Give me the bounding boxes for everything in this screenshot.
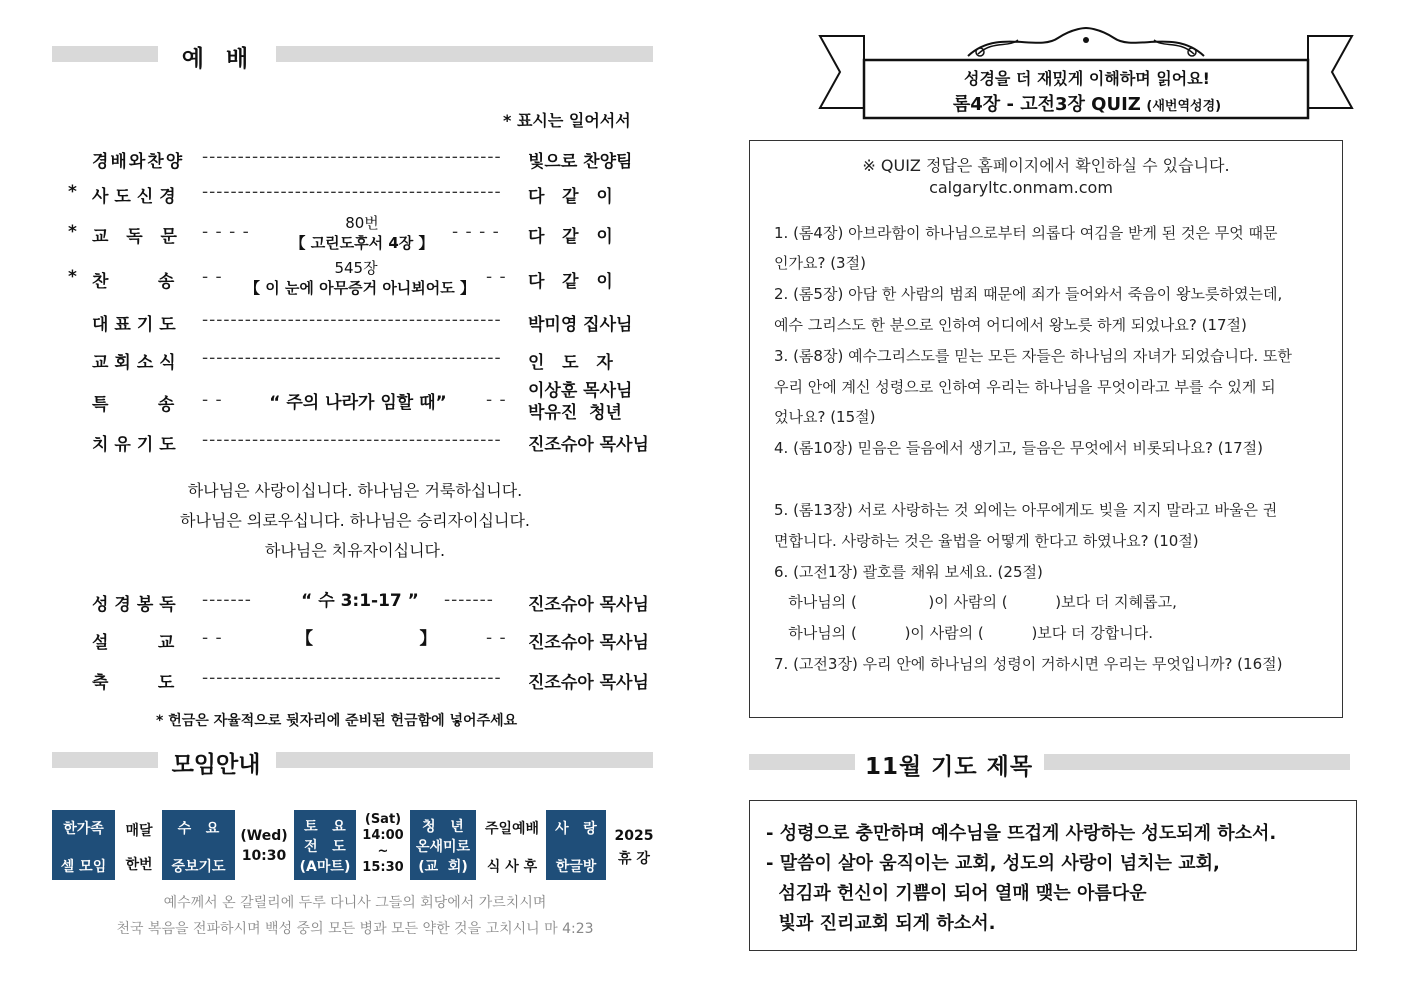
worship-leader: 박미영 집사님 [528, 315, 633, 335]
quiz-line: 6. (고전1장) 괄호를 채워 보세요. (25절) [774, 563, 1043, 581]
worship-title: 예 배 [181, 46, 251, 72]
worship-row [62, 376, 642, 426]
meeting-saturday-cell [294, 810, 356, 880]
meetings-header-bar-left [52, 752, 158, 768]
dash-leader: - - [486, 390, 507, 410]
worship-row [62, 178, 642, 208]
prayer-box [749, 800, 1357, 951]
standing-star: * [68, 182, 77, 202]
meeting-monthly-bottom: 한번 [125, 857, 153, 873]
meeting-wednesday-time-bottom: 10:30 [241, 848, 287, 864]
meeting-year-bottom: 휴 강 [618, 851, 650, 867]
meeting-wednesday-top: 수 요 [177, 821, 220, 837]
prayer-line: 섬김과 헌신이 기쁨이 되어 열매 맺는 아름다운 [766, 883, 1147, 904]
worship-label: 성경봉독 [92, 595, 182, 615]
meeting-saturday-line2: 전 도 [304, 839, 346, 855]
meeting-year-top: 2025 [614, 828, 654, 844]
hymn-number: 545장 [334, 259, 378, 277]
responsive-reading-number: 80번 [345, 214, 379, 232]
meetings-title: 모임안내 [171, 752, 261, 778]
quiz-note [750, 155, 1342, 199]
worship-row [62, 586, 649, 616]
worship-row [62, 306, 642, 336]
worship-leader: 다 같 이 [528, 187, 613, 207]
meeting-sunday-cell [480, 810, 544, 880]
meeting-saturday-line1: 토 요 [304, 819, 346, 835]
dash-leader: - - [202, 267, 223, 287]
special-song-performer-2: 박유진 청년 [528, 403, 622, 423]
meeting-family-cell [52, 810, 115, 880]
dash-leader: ------- [202, 590, 252, 610]
quiz-line: 5. (롬13장) 서로 사랑하는 것 외에는 아무에게도 빚을 지지 말라고 바울은 권 [774, 501, 1278, 519]
dash-leader: ------------------------------------------ [202, 430, 502, 450]
meeting-youth-line3: (교 회) [418, 859, 468, 875]
responsive-reading-title: 【 고린도후서 4장 】 [290, 234, 434, 252]
quiz-line: 7. (고전3장) 우리 안에 하나님의 성령이 거하시면 우리는 무엇입니까? (16절) [774, 655, 1283, 673]
prayer-header-bar-right [1044, 754, 1350, 770]
dash-leader: - - [202, 390, 223, 410]
meeting-saturday-line3: (A마트) [299, 859, 351, 875]
meeting-saturday-time2: 14:00 [362, 828, 404, 843]
meeting-monthly-cell [118, 810, 160, 880]
meeting-wednesday-bottom: 중보기도 [171, 859, 226, 875]
worship-row [62, 344, 642, 374]
prayer-header-bar-left [749, 754, 855, 770]
quiz-line: 면합니다. 사랑하는 것은 율법을 어떻게 한다고 하였나요? (10절) [774, 532, 1199, 550]
verse-line-1: 예수께서 온 갈릴리에 두루 다니사 그들의 회당에서 가르치시며 [163, 895, 547, 911]
dash-leader: ------------------------------------------ [202, 182, 502, 202]
standing-star: * [68, 222, 77, 242]
worship-row [62, 624, 649, 654]
worship-label: 교회소식 [92, 353, 182, 373]
meeting-youth-line2: 온새미로 [415, 839, 471, 855]
standing-star: * [68, 267, 77, 287]
standing-note: * 표시는 일어서서 [503, 111, 631, 130]
meeting-saturday-time1: (Sat) [364, 812, 402, 827]
quiz-box [749, 140, 1343, 718]
worship-leader: 다 같 이 [528, 272, 613, 292]
meeting-love-top: 사 랑 [555, 821, 597, 837]
dash-leader: ------------------------------------------ [202, 310, 502, 330]
worship-leader: 진조슈아 목사님 [528, 595, 649, 615]
quiz-banner-title: 롬4장 - 고전3장 QUIZ [952, 94, 1141, 115]
quiz-homepage-url: calgaryltc.onmam.com [929, 178, 1113, 197]
dash-leader: ------- [444, 590, 494, 610]
quiz-note-line1: ※ QUIZ 정답은 홈페이지에서 확인하실 수 있습니다. [862, 156, 1230, 175]
dash-leader: - - [486, 628, 507, 648]
meeting-saturday-time-cell [360, 810, 406, 880]
meeting-wednesday-time-cell [238, 810, 290, 880]
dash-leader: - - - - [452, 222, 500, 242]
worship-label: 설 교 [92, 633, 177, 653]
worship-row [62, 426, 649, 456]
worship-leader: 진조슈아 목사님 [528, 435, 649, 455]
confession-line: 하나님은 의로우십니다. 하나님은 승리자이십니다. [179, 511, 530, 530]
dash-leader: - - [486, 267, 507, 287]
worship-leader: 진조슈아 목사님 [528, 673, 649, 693]
worship-label: 대표기도 [92, 315, 182, 335]
verse-line-2: 천국 복음을 전파하시며 백성 중의 모든 병과 모든 약한 것을 고치시니 마 4:23 [116, 921, 594, 937]
prayer-title: 11월 기도 제목 [864, 754, 1034, 780]
meeting-saturday-time3: ~ [377, 844, 389, 859]
prayer-line: 빛과 진리교회 되게 하소서. [766, 913, 996, 934]
meeting-love-cell [546, 810, 606, 880]
quiz-line: 하나님의 ( )이 사람의 ( )보다 더 지혜롭고, [774, 593, 1177, 611]
confession-line: 하나님은 사랑이십니다. 하나님은 거룩하십니다. [187, 481, 523, 500]
meeting-family-top: 한가족 [63, 821, 104, 837]
worship-label: 치유기도 [92, 435, 182, 455]
worship-row [62, 259, 642, 297]
meeting-youth-line1: 청 년 [422, 819, 464, 835]
meeting-year-cell [610, 810, 658, 880]
quiz-line: 1. (롬4장) 아브라함이 하나님으로부터 의롭다 여김을 받게 된 것은 무엇 때문 [774, 224, 1278, 242]
quiz-banner-edition: (새번역성경) [1146, 99, 1222, 114]
worship-label: 경배와찬양 [92, 152, 185, 172]
quiz-line: 었나요? (15절) [774, 408, 876, 426]
sermon-title: 【 】 [296, 629, 437, 649]
meeting-wednesday-cell [162, 810, 235, 880]
quiz-line: 하나님의 ( )이 사람의 ( )보다 더 강합니다. [774, 624, 1154, 642]
worship-label: 특 송 [92, 395, 177, 415]
confession-text [60, 476, 650, 566]
worship-row [62, 143, 642, 173]
quiz-line: 2. (롬5장) 아담 한 사람의 범죄 때문에 죄가 들어와서 죽음이 왕노릇하였는데, [774, 285, 1283, 303]
quiz-banner-line2 [866, 90, 1308, 116]
special-song-title: “ 주의 나라가 임할 때” [269, 393, 447, 413]
prayer-line: - 성령으로 충만하며 예수님을 뜨겁게 사랑하는 성도되게 하소서. [766, 823, 1277, 844]
meeting-saturday-time4: 15:30 [362, 860, 404, 875]
dash-leader: ------------------------------------------ [202, 147, 502, 167]
worship-leader: 다 같 이 [528, 227, 613, 247]
worship-label: 축 도 [92, 673, 177, 693]
meeting-love-bottom: 한글방 [555, 859, 597, 875]
dash-leader: ------------------------------------------ [202, 348, 502, 368]
meeting-sunday-bottom: 식 사 후 [486, 859, 538, 875]
scripture-reading: “ 수 3:1-17 ” [301, 591, 419, 611]
confession-line: 하나님은 치유자이십니다. [264, 541, 446, 560]
worship-row [62, 664, 649, 694]
quiz-line: 우리 안에 계신 성령으로 인하여 우리는 하나님을 무엇이라고 부를 수 있게 되 [774, 378, 1276, 396]
worship-leader: 진조슈아 목사님 [528, 633, 649, 653]
meeting-youth-cell [410, 810, 476, 880]
worship-leader: 인 도 자 [528, 353, 613, 373]
meetings-header-bar-right [276, 752, 653, 768]
special-song-performer-1: 이상훈 목사님 [528, 381, 633, 401]
quiz-line: 예수 그리스도 한 분으로 인하여 어디에서 왕노릇 하게 되었나요? (17절) [774, 316, 1247, 334]
worship-label: 찬 송 [92, 272, 177, 292]
quiz-line: 3. (롬8장) 예수그리스도를 믿는 모든 자들은 하나님의 자녀가 되었습니다. 또한 [774, 347, 1292, 365]
dash-leader: ------------------------------------------ [202, 668, 502, 688]
meeting-sunday-top: 주일예배 [484, 821, 540, 837]
worship-leader: 빛으로 찬양팀 [528, 152, 633, 172]
hymn-title: 【 이 눈에 아무증거 아니뵈어도 】 [245, 279, 475, 297]
dash-leader: - - - - [202, 222, 250, 242]
offering-note: * 헌금은 자율적으로 뒷자리에 준비된 헌금함에 넣어주세요 [156, 713, 518, 729]
quiz-line: 인가요? (3절) [774, 254, 866, 272]
quiz-line: 4. (롬10장) 믿음은 들음에서 생기고, 들음은 무엇에서 비롯되나요? (17절) [774, 439, 1264, 457]
meeting-family-bottom: 셀 모임 [60, 859, 107, 875]
meeting-wednesday-time-top: (Wed) [240, 828, 288, 844]
quiz-banner-line1: 성경을 더 재밌게 이해하며 읽어요! [964, 69, 1210, 88]
prayer-line: - 말씀이 살아 움직이는 교회, 성도의 사랑이 넘치는 교회, [766, 853, 1220, 874]
dash-leader: - - [202, 628, 223, 648]
meeting-monthly-top: 매달 [125, 823, 153, 839]
worship-label: 교 독 문 [92, 227, 179, 247]
worship-row [62, 214, 642, 252]
worship-header-bar-right [276, 46, 653, 62]
worship-label: 사도신경 [92, 187, 182, 207]
worship-header-bar-left [52, 46, 158, 62]
